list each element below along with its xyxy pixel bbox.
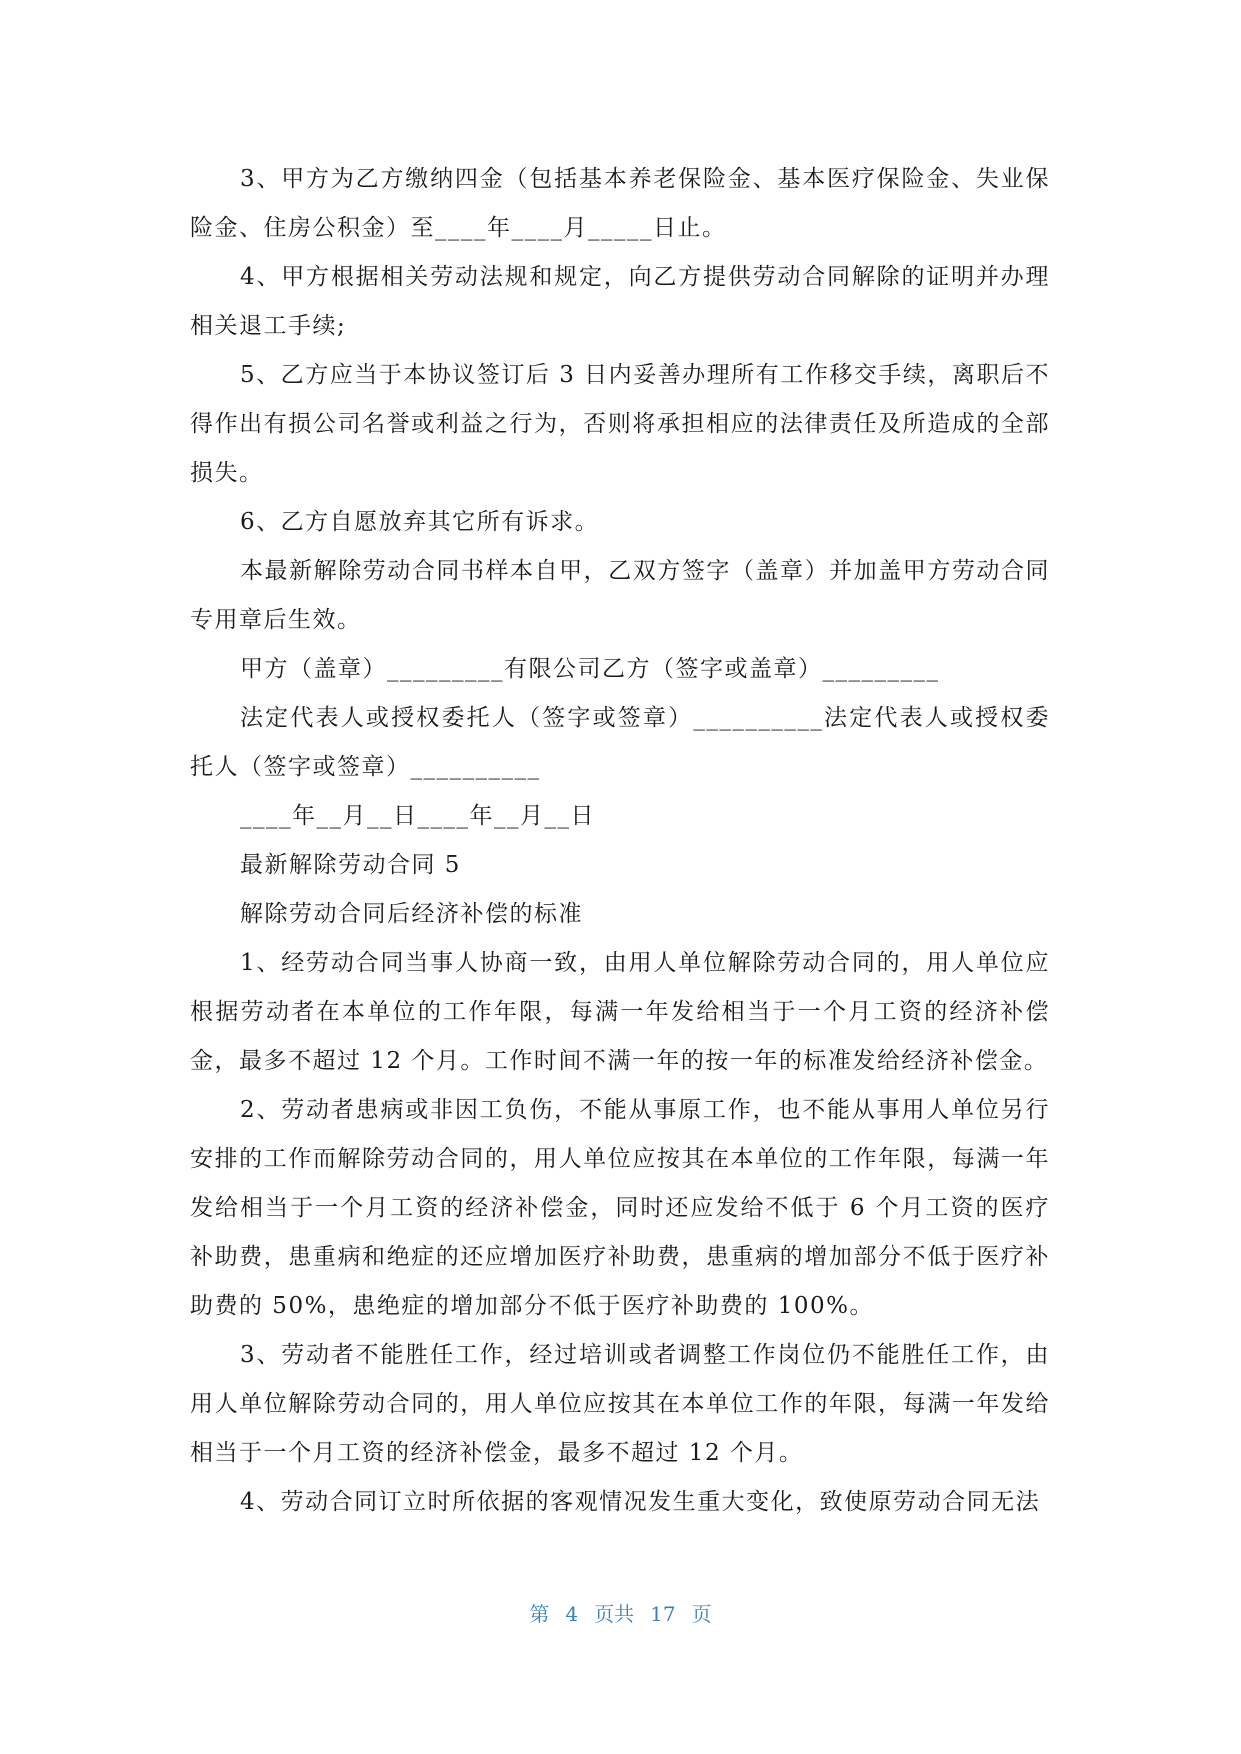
document-body <box>190 155 1050 1527</box>
paragraph-item-4: 4、甲方根据相关劳动法规和规定，向乙方提供劳动合同解除的证明并办理相关退工手续; <box>190 264 1050 339</box>
footer-total-pages: 17 <box>650 1602 676 1626</box>
compensation-item-3: 3、劳动者不能胜任工作，经过培训或者调整工作岗位仍不能胜任工作，由用人单位解除劳动合同的，用人单位应按其在本单位工作的年限，每满一年发给相当于一个月工资的经济补偿金，最多不超过 12 个月。 <box>190 1342 1050 1466</box>
footer-suffix: 页 <box>691 1602 712 1626</box>
date-line: ____年__月__日____年__月__日 <box>240 803 595 829</box>
footer-prefix: 第 <box>529 1602 550 1626</box>
footer-middle: 页共 <box>594 1602 635 1626</box>
section-subtitle: 解除劳动合同后经济补偿的标准 <box>240 901 583 927</box>
signature-line-representatives: 法定代表人或授权委托人（签字或签章）__________法定代表人或授权委托人（签字或签章）__________ <box>190 705 1050 780</box>
paragraph-item-5: 5、乙方应当于本协议签订后 3 日内妥善办理所有工作移交手续，离职后不得作出有损公司名誉或利益之行为，否则将承担相应的法律责任及所造成的全部损失。 <box>190 362 1050 486</box>
paragraph-item-6: 6、乙方自愿放弃其它所有诉求。 <box>240 509 600 535</box>
paragraph-item-3: 3、甲方为乙方缴纳四金（包括基本养老保险金、基本医疗保险金、失业保险金、住房公积金）至____年____月_____日止。 <box>190 166 1050 241</box>
compensation-item-2: 2、劳动者患病或非因工负伤，不能从事原工作，也不能从事用人单位另行安排的工作而解除劳动合同的，用人单位应按其在本单位的工作年限，每满一年发给相当于一个月工资的经济补偿金，同时还应发给不低于 6 个月工资的医疗补助费，患重病和绝症的还应增加医疗补助费，患重病的增加部分不低于医疗补助费的 50%，患绝症的增加部分不低于医疗补助费的 100%。 <box>190 1097 1050 1319</box>
effectiveness-clause: 本最新解除劳动合同书样本自甲，乙双方签字（盖章）并加盖甲方劳动合同专用章后生效。 <box>190 558 1050 633</box>
signature-line-parties: 甲方（盖章）_________有限公司乙方（签字或盖章）_________ <box>240 656 940 682</box>
footer-current-page: 4 <box>565 1602 579 1626</box>
compensation-item-1: 1、经劳动合同当事人协商一致，由用人单位解除劳动合同的，用人单位应根据劳动者在本单位的工作年限，每满一年发给相当于一个月工资的经济补偿金，最多不超过 12 个月。工作时间不满一年的按一年的标准发给经济补偿金。 <box>190 950 1050 1074</box>
compensation-item-4: 4、劳动合同订立时所依据的客观情况发生重大变化，致使原劳动合同无法 <box>240 1489 1041 1515</box>
section-title: 最新解除劳动合同 5 <box>240 852 461 878</box>
page-footer <box>0 1598 1241 1627</box>
